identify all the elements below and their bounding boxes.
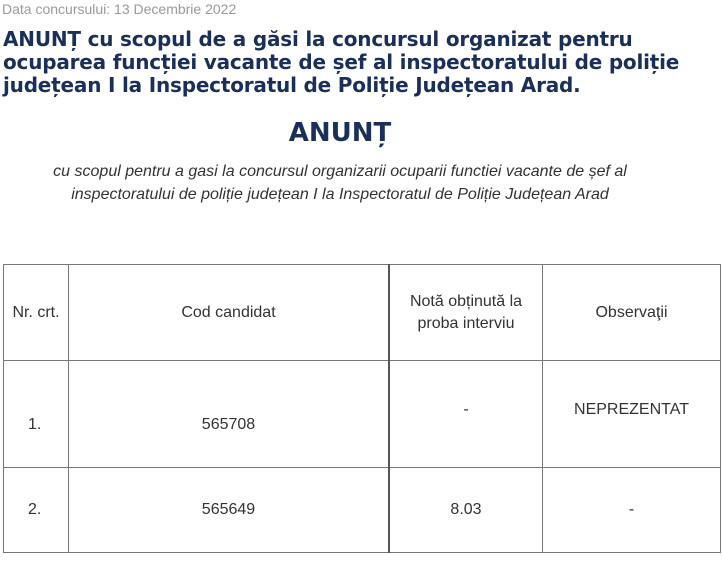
header-nota: Notă obținută la proba interviu <box>389 265 543 361</box>
page-title: ANUNȚ cu scopul de a găsi la concursul organizat pentru ocuparea funcției vacante de șef al inspectoratului de poliție județean I la Inspectoratul de Poliție Județean Arad. <box>3 27 680 97</box>
notice-subtitle: cu scopul pentru a gasi la concursul organizarii ocuparii functiei vacante de șef al inspectoratului de poliție județean I la Inspectoratul de Poliție Județean Arad <box>53 163 627 203</box>
row-nr: 2. <box>4 468 69 553</box>
row-observatii: NEPREZENTAT <box>543 361 721 468</box>
header-nr-crt: Nr. crt. <box>4 265 69 361</box>
header-observatii: Observaţii <box>543 265 721 361</box>
row-observatii: - <box>543 468 721 553</box>
notice-title: ANUNȚ <box>288 118 392 148</box>
contest-date: Data concursului: 13 Decembrie 2022 <box>2 1 237 17</box>
table-row <box>4 468 721 553</box>
row-nota: 8.03 <box>389 468 543 553</box>
table-row <box>4 361 721 468</box>
row-cod-candidat: 565649 <box>69 468 390 553</box>
row-nr: 1. <box>4 361 69 468</box>
row-cod-candidat: 565708 <box>69 361 390 468</box>
row-nota: - <box>389 361 543 468</box>
results-table <box>3 264 721 553</box>
header-cod-candidat: Cod candidat <box>69 265 390 361</box>
table-header-row <box>4 265 721 361</box>
